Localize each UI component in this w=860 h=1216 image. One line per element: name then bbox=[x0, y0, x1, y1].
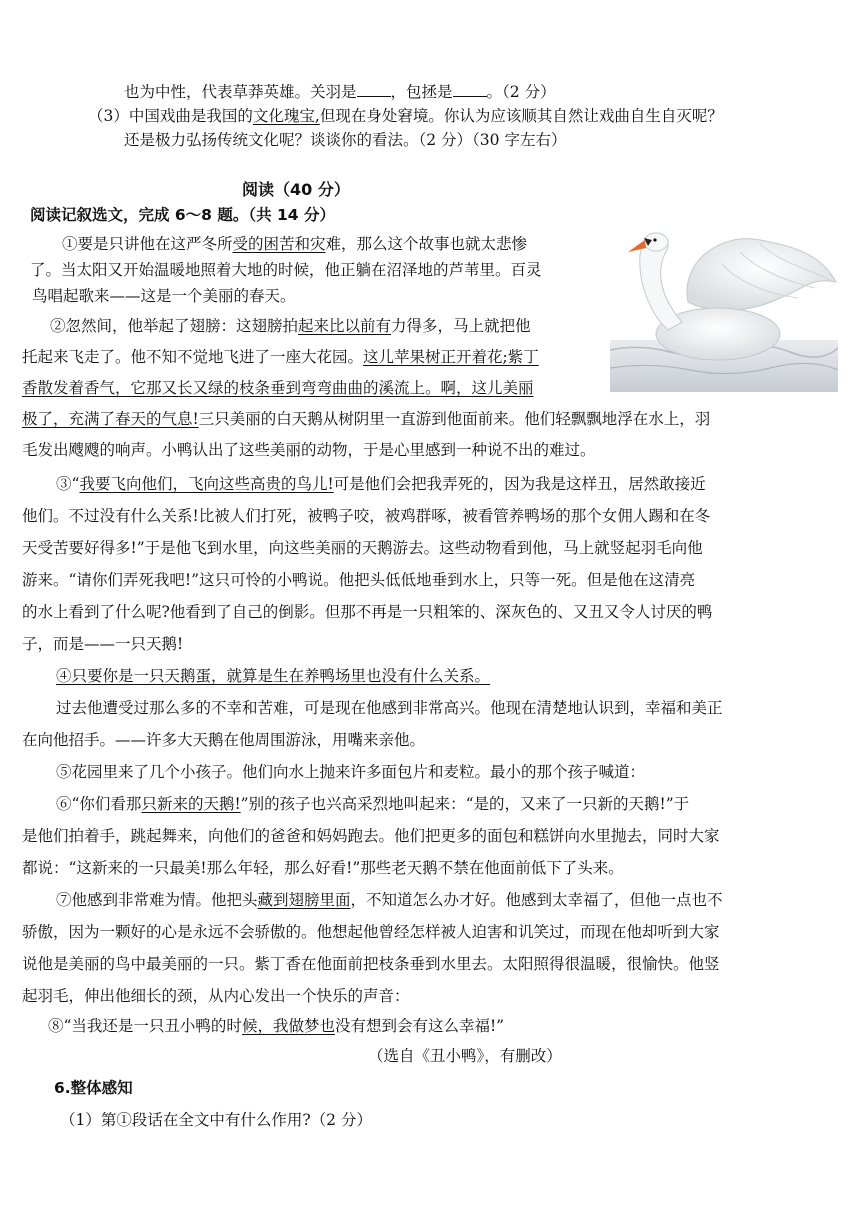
p7-line-4: 起羽毛，伸出他细长的颈，从内心发出一个快乐的声音： bbox=[22, 987, 410, 1005]
p1-line-2: 了。当太阳又开始温暖地照着大地的时候，他正躺在沼泽地的芦苇里。百灵 bbox=[30, 261, 542, 279]
answer-blank-baozheng[interactable] bbox=[453, 82, 487, 97]
source-citation: （选自《丑小鸭》，有删改） bbox=[368, 1047, 562, 1065]
p3-line-4: 游来。“请你们弄死我吧!”这只可怜的小鸭说。他把头低低地垂到水上，只等一死。但是他在这清亮 bbox=[22, 571, 696, 589]
p7-line-3: 说他是美丽的鸟中最美丽的一只。紫丁香在他面前把枝条垂到水里去。太阳照得很温暖，很愉快。他竖 bbox=[22, 955, 720, 973]
q5-line-3: 还是极力弘扬传统文化呢？谈谈你的看法。（2 分）（30 字左右） bbox=[124, 131, 567, 149]
p3-line-3: 天受苦要好得多!”于是他飞到水里，向这些美丽的天鹅游去。这些动物看到他，马上就竖起羽毛向他 bbox=[22, 539, 703, 557]
answer-blank-guanyu[interactable] bbox=[357, 82, 391, 97]
reading-heading: 阅读记叙选文，完成 6～8 题。（共 14 分） bbox=[30, 206, 335, 224]
p2-line-4: 极了，充满了春天的气息!三只美丽的白天鹅从树阴里一直游到他面前来。他们轻飘飘地浮在水上，羽 bbox=[22, 410, 711, 428]
p4b-line-2: 在向他招手。——许多大天鹅在他周围游泳，用嘴来亲他。 bbox=[22, 731, 426, 749]
p3-line-1: ③“我要飞向他们，飞向这些高贵的鸟儿!可是他们会把我弄死的，因为我是这样丑，居然敢接近 bbox=[56, 475, 706, 493]
p4b-line-1: 过去他遭受过那么多的不幸和苦难，可是现在他感到非常高兴。他现在清楚地认识到，幸福和美正 bbox=[56, 699, 723, 717]
p7-line-2: 骄傲，因为一颗好的心是永远不会骄傲的。他想起他曾经怎样被人迫害和讥笑过，而现在他却听到大家 bbox=[22, 923, 720, 941]
p8-line: ⑧“当我还是一只丑小鸭的时候，我做梦也没有想到会有这么幸福!” bbox=[48, 1017, 505, 1035]
p6-line-1: ⑥“你们看那只新来的天鹅!”别的孩子也兴高采烈地叫起来：“是的，又来了一只新的天鹅!”于 bbox=[56, 795, 690, 813]
p4-line: ④只要你是一只天鹅蛋，就算是生在养鸭场里也没有什么关系。 bbox=[56, 667, 491, 685]
p2-line-3: 香散发着香气，它那又长又绿的枝条垂到弯弯曲曲的溪流上。啊，这儿美丽 bbox=[22, 379, 534, 397]
p1-line-1: ①要是只讲他在这严冬所受的困苦和灾难，那么这个故事也就太悲惨 bbox=[62, 235, 528, 253]
q6-sub-1: （1）第①段话在全文中有什么作用?（2 分） bbox=[60, 1111, 372, 1129]
p1-line-3: 鸟唱起歌来——这是一个美丽的春天。 bbox=[32, 287, 296, 305]
p3-line-6: 子，而是——一只天鹅! bbox=[22, 635, 184, 653]
p2-line-2: 托起来飞走了。他不知不觉地飞进了一座大花园。这儿苹果树正开着花;紫丁 bbox=[22, 348, 539, 366]
swan-image bbox=[610, 222, 838, 392]
p2-line-1: ②忽然间，他举起了翅膀：这翅膀拍起来比以前有力得多，马上就把他 bbox=[50, 317, 531, 335]
q5-line-2: （3）中国戏曲是我国的文化瑰宝,但现在身处窘境。你认为应该顺其自然让戏曲自生自灭呢？ bbox=[88, 107, 723, 125]
p7-line-1: ⑦他感到非常难为情。他把头藏到翅膀里面，不知道怎么办才好。他感到太幸福了，但他一点也不 bbox=[56, 891, 723, 909]
p6-line-2: 是他们拍着手，跳起舞来，向他们的爸爸和妈妈跑去。他们把更多的面包和糕饼向水里抛去，同时大家 bbox=[22, 827, 720, 845]
q6-title: 6.整体感知 bbox=[54, 1079, 133, 1097]
p3-line-5: 的水上看到了什么呢?他看到了自己的倒影。但那不再是一只粗笨的、深灰色的、又丑又令人讨厌的鸭 bbox=[22, 603, 713, 621]
q5-line-1: 也为中性，代表草莽英雄。关羽是 ，包拯是 。（2 分） bbox=[124, 83, 556, 101]
section-title: 阅读（40 分） bbox=[242, 180, 350, 199]
p6-line-3: 都说：“这新来的一只最美!那么年轻，那么好看!”那些老天鹅不禁在他面前低下了头来。 bbox=[22, 859, 624, 877]
p3-line-2: 他们。不过没有什么关系!比被人们打死，被鸭子咬，被鸡群啄，被看管养鸭场的那个女佣人踢和在冬 bbox=[22, 507, 711, 525]
p5-line: ⑤花园里来了几个小孩子。他们向水上抛来许多面包片和麦粒。最小的那个孩子喊道： bbox=[56, 763, 646, 781]
p2-line-5: 毛发出飕飕的响声。小鸭认出了这些美丽的动物，于是心里感到一种说不出的难过。 bbox=[22, 441, 596, 459]
